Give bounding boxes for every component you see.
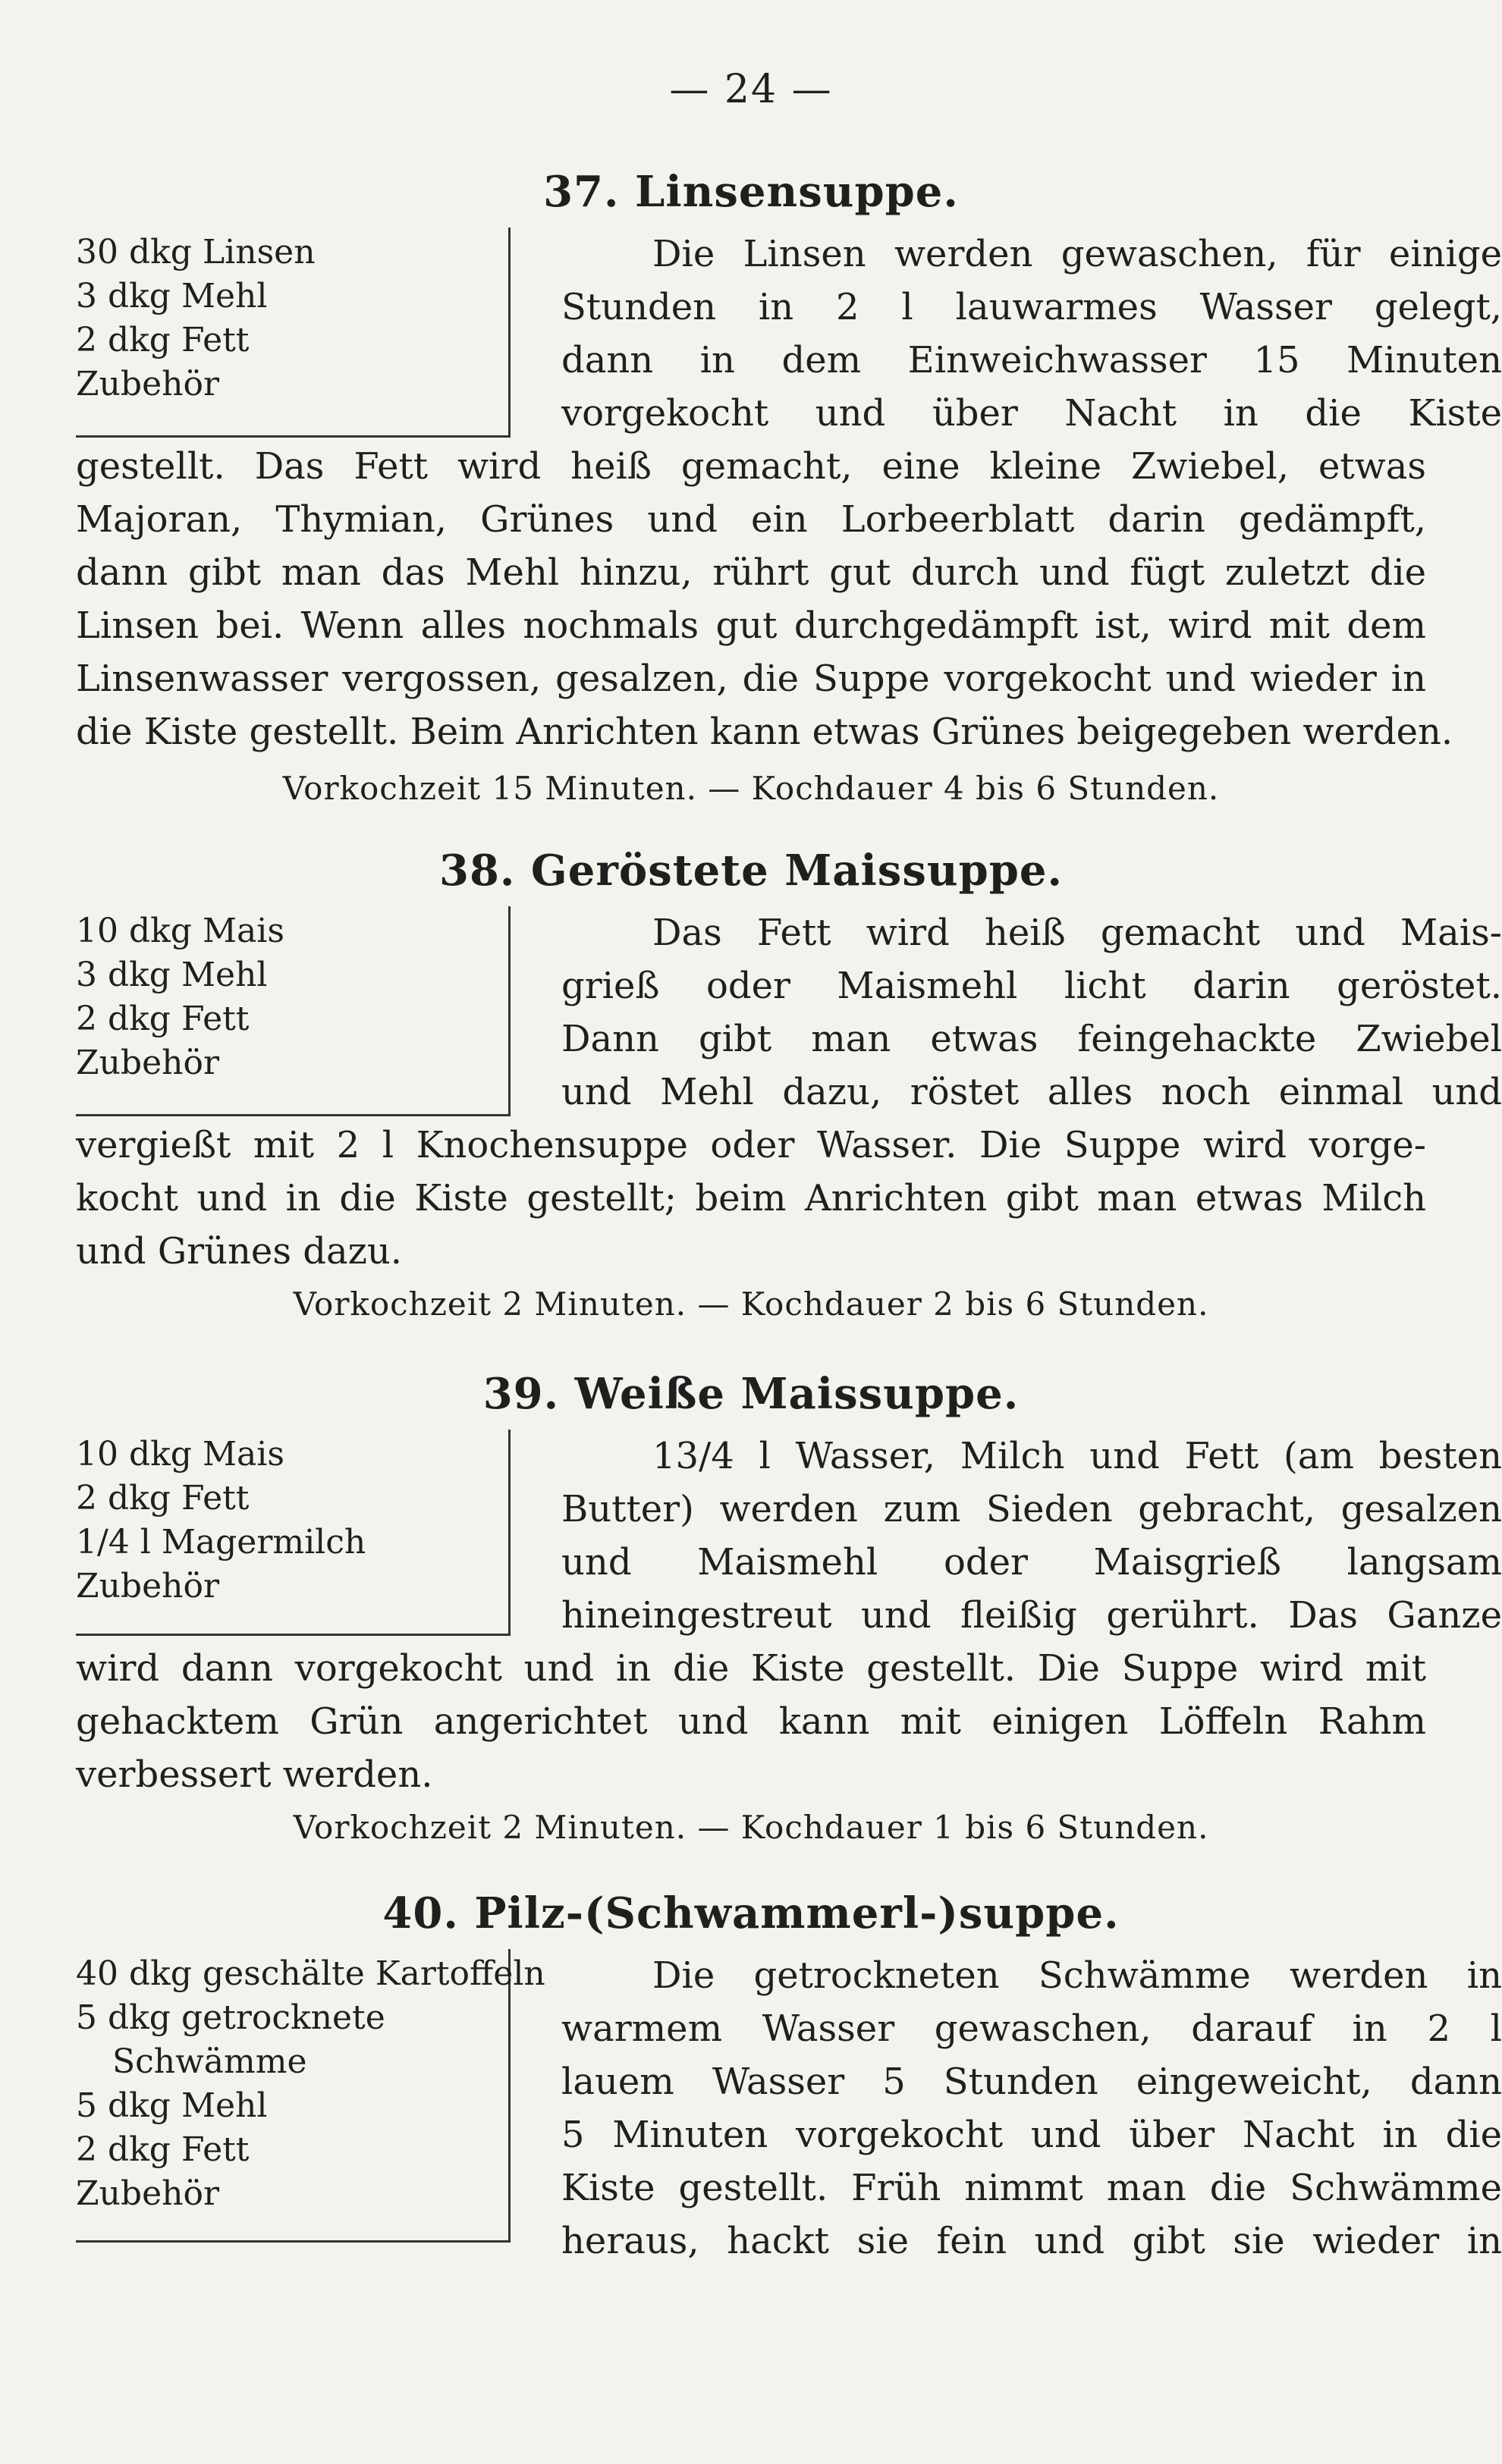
recipe-title: 37. Linsensuppe. [543, 167, 959, 217]
ingredient: 10 dkg Mais [76, 912, 284, 950]
ingredient: Zubehör [76, 365, 219, 403]
text-line: und Maismehl oder Maisgrieß langsam [561, 1541, 1502, 1584]
text-line: heraus, hackt sie fein und gibt sie wieder in [561, 2220, 1502, 2262]
ingredient: Zubehör [76, 2174, 219, 2213]
ingredient: Zubehör [76, 1567, 219, 1606]
text-line: dann gibt man das Mehl hinzu, rührt gut durch und fügt zuletzt die [76, 551, 1426, 594]
text-line: Majoran, Thymian, Grünes und ein Lorbeerblatt darin gedämpft, [76, 498, 1426, 541]
recipe-timing: Vorkochzeit 15 Minuten. — Kochdauer 4 bis 6 Stunden. [282, 770, 1220, 807]
ingredient-box [76, 1430, 511, 1636]
recipe-text-full [76, 1642, 1426, 1801]
text-line: Die Linsen werden gewaschen, für einige [652, 233, 1502, 275]
page-number: — 24 — [669, 67, 833, 112]
text-line: grieß oder Maismehl licht darin geröstet. [561, 965, 1502, 1007]
text-line: lauem Wasser 5 Stunden eingeweicht, dann [561, 2061, 1502, 2103]
text-line: vergießt mit 2 l Knochensuppe oder Wasser. Die Suppe wird vorge- [76, 1124, 1426, 1166]
ingredient: 2 dkg Fett [76, 1000, 250, 1038]
text-line: hineingestreut und fleißig gerührt. Das Ganze [561, 1594, 1502, 1637]
ingredient: 1/4 l Magermilch [76, 1523, 366, 1562]
text-line: gehacktem Grün angerichtet und kann mit einigen Löffeln Rahm [76, 1700, 1426, 1743]
ingredient: 30 dkg Linsen [76, 233, 316, 272]
ingredient: 5 dkg getrocknete [76, 1998, 385, 2037]
recipe-text-side [561, 1949, 1502, 2268]
text-line: die Kiste gestellt. Beim Anrichten kann etwas Grünes beigegeben werden. [76, 711, 1453, 753]
recipe-text-side [561, 228, 1502, 440]
recipe-timing: Vorkochzeit 2 Minuten. — Kochdauer 2 bis 6 Stunden. [293, 1285, 1209, 1323]
text-line: gestellt. Das Fett wird heiß gemacht, eine kleine Zwiebel, etwas [76, 445, 1426, 488]
text-line: Kiste gestellt. Früh nimmt man die Schwämme [561, 2167, 1502, 2209]
text-line: vorgekocht und über Nacht in die Kiste [561, 392, 1502, 435]
recipe-title: 38. Geröstete Maissuppe. [439, 846, 1063, 896]
text-line: Dann gibt man etwas feingehackte Zwiebel [561, 1018, 1502, 1060]
ingredient: 3 dkg Mehl [76, 277, 268, 315]
ingredient: 40 dkg geschälte Kartoffeln [76, 1954, 545, 1993]
ingredient-box [76, 1949, 545, 2243]
text-line: dann in dem Einweichwasser 15 Minuten [561, 339, 1502, 381]
ingredient: 10 dkg Mais [76, 1435, 284, 1474]
recipe-timing: Vorkochzeit 2 Minuten. — Kochdauer 1 bis 6 Stunden. [293, 1809, 1209, 1846]
text-line: 5 Minuten vorgekocht und über Nacht in die [561, 2114, 1502, 2156]
text-line: und Mehl dazu, röstet alles noch einmal und [561, 1071, 1502, 1113]
recipe-text-full [76, 1119, 1426, 1278]
recipe-text-full [76, 440, 1453, 758]
text-line: wird dann vorgekocht und in die Kiste gestellt. Die Suppe wird mit [76, 1647, 1426, 1690]
text-line: Butter) werden zum Sieden gebracht, gesalzen [561, 1488, 1502, 1530]
recipe-title: 39. Weiße Maissuppe. [482, 1369, 1020, 1419]
text-line: warmem Wasser gewaschen, darauf in 2 l [561, 2007, 1502, 2050]
text-line: Linsen bei. Wenn alles nochmals gut durchgedämpft ist, wird mit dem [76, 604, 1426, 647]
text-line: kocht und in die Kiste gestellt; beim Anrichten gibt man etwas Milch [76, 1177, 1426, 1219]
text-line: Linsenwasser vergossen, gesalzen, die Suppe vorgekocht und wieder in [76, 658, 1426, 700]
text-line: Die getrockneten Schwämme werden in [652, 1954, 1502, 1997]
recipe-text-side [561, 906, 1502, 1119]
ingredient: 5 dkg Mehl [76, 2086, 268, 2125]
text-line: 13/4 l Wasser, Milch und Fett (am besten [652, 1435, 1502, 1477]
ingredient-box [76, 906, 511, 1116]
ingredient: Schwämme [112, 2042, 307, 2081]
ingredient: Zubehör [76, 1044, 219, 1082]
text-line: Das Fett wird heiß gemacht und Mais- [652, 912, 1502, 954]
recipe-title: 40. Pilz-(Schwammerl-)suppe. [382, 1888, 1120, 1938]
ingredient: 2 dkg Fett [76, 1479, 250, 1518]
ingredient: 2 dkg Fett [76, 321, 250, 359]
text-line: verbessert werden. [76, 1753, 433, 1796]
recipe-text-side [561, 1430, 1502, 1642]
ingredient-box [76, 228, 511, 438]
text-line: Stunden in 2 l lauwarmes Wasser gelegt, [561, 286, 1502, 328]
ingredient: 2 dkg Fett [76, 2130, 250, 2169]
ingredient: 3 dkg Mehl [76, 956, 268, 994]
text-line: und Grünes dazu. [76, 1230, 403, 1273]
